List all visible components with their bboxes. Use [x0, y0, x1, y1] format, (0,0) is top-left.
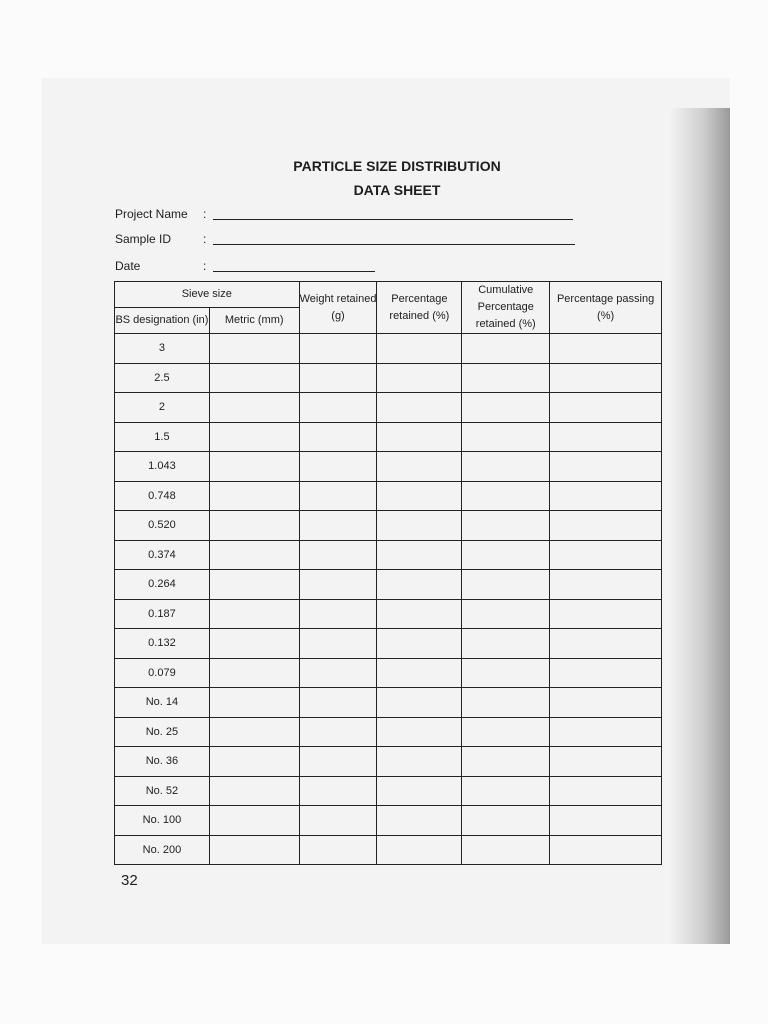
percentage-retained-cell[interactable] — [377, 540, 462, 570]
table-row — [115, 776, 662, 806]
metric-cell[interactable] — [209, 511, 299, 541]
percentage-retained-cell[interactable] — [377, 570, 462, 600]
bs-designation-cell: 1.043 — [115, 452, 210, 482]
cumulative-retained-cell[interactable] — [462, 452, 550, 482]
percentage-retained-cell[interactable] — [377, 481, 462, 511]
percentage-passing-header: Percentage passing (%) — [550, 282, 662, 334]
table-row — [115, 452, 662, 482]
bs-designation-cell: 0.748 — [115, 481, 210, 511]
percentage-passing-cell[interactable] — [550, 452, 662, 482]
cumulative-retained-cell[interactable] — [462, 511, 550, 541]
cumulative-retained-cell[interactable] — [462, 481, 550, 511]
weight-retained-cell[interactable] — [299, 511, 377, 541]
bs-designation-cell: 2 — [115, 393, 210, 423]
percentage-retained-cell[interactable] — [377, 334, 462, 364]
data-sheet-page — [42, 78, 730, 944]
bs-designation-cell: No. 14 — [115, 688, 210, 718]
percentage-passing-cell[interactable] — [550, 422, 662, 452]
percentage-passing-cell[interactable] — [550, 658, 662, 688]
sample-id-blank[interactable] — [213, 232, 575, 245]
table-row — [115, 570, 662, 600]
date-blank[interactable] — [213, 259, 375, 272]
weight-retained-cell[interactable] — [299, 422, 377, 452]
table-row — [115, 629, 662, 659]
sieve-table-body — [115, 334, 662, 865]
bs-designation-cell: 0.374 — [115, 540, 210, 570]
cumulative-retained-cell[interactable] — [462, 393, 550, 423]
percentage-retained-cell[interactable] — [377, 776, 462, 806]
table-row — [115, 540, 662, 570]
percentage-passing-cell[interactable] — [550, 511, 662, 541]
percentage-retained-cell[interactable] — [377, 835, 462, 865]
table-row — [115, 688, 662, 718]
metric-cell[interactable] — [209, 658, 299, 688]
percentage-passing-cell[interactable] — [550, 688, 662, 718]
percentage-retained-cell[interactable] — [377, 422, 462, 452]
percentage-retained-cell[interactable] — [377, 688, 462, 718]
sieve-data-table — [114, 281, 662, 865]
table-row — [115, 422, 662, 452]
sieve-size-header: Sieve size — [115, 282, 300, 308]
percentage-retained-cell[interactable] — [377, 599, 462, 629]
cumulative-retained-cell[interactable] — [462, 688, 550, 718]
sample-id-field — [115, 232, 575, 246]
weight-retained-cell[interactable] — [299, 570, 377, 600]
metric-cell[interactable] — [209, 776, 299, 806]
weight-retained-cell[interactable] — [299, 599, 377, 629]
cumulative-retained-cell[interactable] — [462, 363, 550, 393]
weight-retained-cell[interactable] — [299, 658, 377, 688]
table-row — [115, 599, 662, 629]
metric-cell[interactable] — [209, 806, 299, 836]
weight-retained-cell[interactable] — [299, 452, 377, 482]
project-name-colon: : — [203, 207, 207, 221]
cumulative-retained-header: Cumulative Percentage retained (%) — [462, 282, 550, 334]
percentage-retained-cell[interactable] — [377, 363, 462, 393]
cumulative-retained-cell[interactable] — [462, 599, 550, 629]
bs-designation-cell: 0.264 — [115, 570, 210, 600]
percentage-passing-cell[interactable] — [550, 481, 662, 511]
percentage-retained-cell[interactable] — [377, 658, 462, 688]
weight-retained-cell[interactable] — [299, 629, 377, 659]
percentage-retained-cell[interactable] — [377, 393, 462, 423]
percentage-retained-cell[interactable] — [377, 452, 462, 482]
project-name-field — [115, 207, 573, 221]
bs-designation-cell: No. 100 — [115, 806, 210, 836]
table-row — [115, 334, 662, 364]
bs-designation-cell: 0.132 — [115, 629, 210, 659]
cumulative-retained-cell[interactable] — [462, 540, 550, 570]
percentage-retained-cell[interactable] — [377, 511, 462, 541]
metric-cell[interactable] — [209, 629, 299, 659]
percentage-passing-cell[interactable] — [550, 835, 662, 865]
table-row — [115, 363, 662, 393]
bs-designation-cell: No. 52 — [115, 776, 210, 806]
percentage-passing-cell[interactable] — [550, 806, 662, 836]
bs-designation-cell: 0.187 — [115, 599, 210, 629]
percentage-retained-cell[interactable] — [377, 629, 462, 659]
metric-cell[interactable] — [209, 835, 299, 865]
bs-designation-cell: No. 36 — [115, 747, 210, 777]
percentage-retained-header: Percentage retained (%) — [377, 282, 462, 334]
table-row — [115, 658, 662, 688]
metric-cell[interactable] — [209, 481, 299, 511]
weight-retained-cell[interactable] — [299, 540, 377, 570]
percentage-passing-cell[interactable] — [550, 747, 662, 777]
percentage-passing-cell[interactable] — [550, 393, 662, 423]
table-row — [115, 747, 662, 777]
metric-cell[interactable] — [209, 363, 299, 393]
cumulative-retained-cell[interactable] — [462, 717, 550, 747]
metric-cell[interactable] — [209, 599, 299, 629]
cumulative-retained-cell[interactable] — [462, 629, 550, 659]
percentage-passing-cell[interactable] — [550, 717, 662, 747]
project-name-label: Project Name — [115, 207, 188, 221]
date-label: Date — [115, 259, 141, 273]
metric-cell[interactable] — [209, 717, 299, 747]
table-row — [115, 393, 662, 423]
table-row — [115, 835, 662, 865]
weight-retained-cell[interactable] — [299, 688, 377, 718]
bs-designation-cell: 2.5 — [115, 363, 210, 393]
metric-header: Metric (mm) — [209, 308, 299, 334]
percentage-passing-cell[interactable] — [550, 570, 662, 600]
table-row — [115, 717, 662, 747]
percentage-passing-cell[interactable] — [550, 599, 662, 629]
date-colon: : — [203, 259, 207, 273]
bs-designation-cell: 0.520 — [115, 511, 210, 541]
weight-retained-cell[interactable] — [299, 776, 377, 806]
table-row — [115, 481, 662, 511]
weight-retained-cell[interactable] — [299, 835, 377, 865]
percentage-passing-cell[interactable] — [550, 334, 662, 364]
sample-id-label: Sample ID — [115, 232, 172, 246]
weight-retained-cell[interactable] — [299, 481, 377, 511]
bs-designation-cell: 1.5 — [115, 422, 210, 452]
metric-cell[interactable] — [209, 540, 299, 570]
cumulative-retained-cell[interactable] — [462, 334, 550, 364]
sheet-subtitle: DATA SHEET — [353, 182, 441, 198]
sheet-title: PARTICLE SIZE DISTRIBUTION — [293, 158, 501, 174]
bs-designation-cell: No. 200 — [115, 835, 210, 865]
metric-cell[interactable] — [209, 422, 299, 452]
weight-retained-cell[interactable] — [299, 717, 377, 747]
table-row — [115, 511, 662, 541]
percentage-passing-cell[interactable] — [550, 363, 662, 393]
weight-retained-header: Weight retained (g) — [299, 282, 377, 334]
metric-cell[interactable] — [209, 393, 299, 423]
bs-designation-header: BS designation (in) — [115, 308, 210, 334]
percentage-retained-cell[interactable] — [377, 747, 462, 777]
page-fold-shadow — [670, 108, 730, 944]
page-number: 32 — [121, 872, 138, 889]
cumulative-retained-cell[interactable] — [462, 422, 550, 452]
metric-cell[interactable] — [209, 688, 299, 718]
cumulative-retained-cell[interactable] — [462, 658, 550, 688]
percentage-retained-cell[interactable] — [377, 806, 462, 836]
bs-designation-cell: 0.079 — [115, 658, 210, 688]
metric-cell[interactable] — [209, 334, 299, 364]
project-name-blank[interactable] — [213, 207, 573, 220]
percentage-passing-cell[interactable] — [550, 776, 662, 806]
bs-designation-cell: 3 — [115, 334, 210, 364]
weight-retained-cell[interactable] — [299, 393, 377, 423]
bs-designation-cell: No. 25 — [115, 717, 210, 747]
cumulative-retained-cell[interactable] — [462, 570, 550, 600]
cumulative-retained-cell[interactable] — [462, 835, 550, 865]
weight-retained-cell[interactable] — [299, 747, 377, 777]
metric-cell[interactable] — [209, 570, 299, 600]
sample-id-colon: : — [203, 232, 207, 246]
percentage-passing-cell[interactable] — [550, 629, 662, 659]
weight-retained-cell[interactable] — [299, 806, 377, 836]
weight-retained-cell[interactable] — [299, 334, 377, 364]
percentage-retained-cell[interactable] — [377, 717, 462, 747]
cumulative-retained-cell[interactable] — [462, 776, 550, 806]
metric-cell[interactable] — [209, 452, 299, 482]
table-row — [115, 806, 662, 836]
cumulative-retained-cell[interactable] — [462, 747, 550, 777]
date-field — [115, 259, 375, 273]
metric-cell[interactable] — [209, 747, 299, 777]
percentage-passing-cell[interactable] — [550, 540, 662, 570]
cumulative-retained-cell[interactable] — [462, 806, 550, 836]
weight-retained-cell[interactable] — [299, 363, 377, 393]
